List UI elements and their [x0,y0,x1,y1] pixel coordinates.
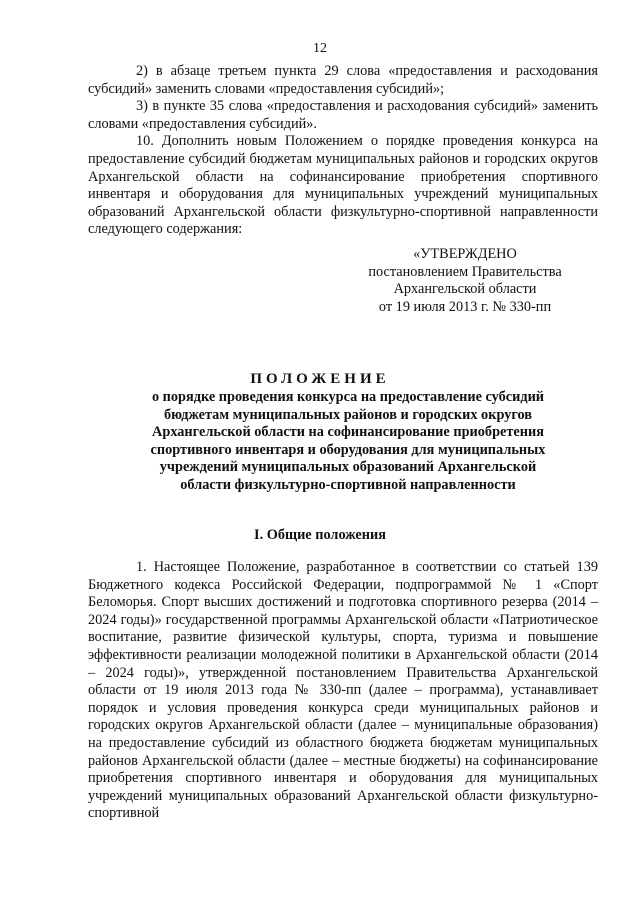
subtitle-line: области физкультурно-спортивной направленности [180,476,516,493]
subtitle-line: бюджетам муниципальных районов и городских округов [163,406,533,423]
page-number: 12 [313,41,327,56]
subtitle-line: Архангельской области на софинансирование приобретения [152,424,544,441]
paragraph-item-10: 10. Дополнить новым Положением о порядке проведения конкурса на предоставление субсидий бюджетам муниципальных районов и городских округов Архангельской области на софинансирование приобретения спортивного инвентаря и оборудования для муниципальных учреждений муниципальных образований Архангельской области физкультурно-спортивной направленности следующего содержания: [88,133,598,238]
section-heading: I. Общие положения [254,527,386,543]
document-subtitle [118,389,578,495]
approval-line: от 19 июля 2013 г. № 330-пп [378,298,552,315]
paragraph-item-1: 1. Настоящее Положение, разработанное в соответствии со статьей 139 Бюджетного кодекса Российской Федерации, подпрограммой № 1 «Спорт Беломорья. Спорт высших достижений и подготовка спортивного резерва (2014 – 2024 годы)» государственной программы Архангельской области «Патриотическое воспитание, развитие физической культуры, спорта, туризма и повышение эффективности реализации молодежной политики в Архангельской области (2014 – 2024 годы)», утвержденной постановлением Правительства Архангельской области от 19 июля 2013 года № 330-пп (далее – программа), устанавливает порядок и условия проведения конкурса среди муниципальных районов и городских округов Архангельской области (далее – муниципальные образования) на предоставление субсидий из областного бюджета бюджетам муниципальных районов Архангельской области (далее – местные бюджеты) на софинансирование приобретения спортивного инвентаря и оборудования для муниципальных учреждений муниципальных образований Архангельской области физкультурно-спортивной [88,559,598,822]
intro-text [88,63,598,239]
document-title: ПОЛОЖЕНИЕ [250,371,390,387]
subtitle-line: о порядке проведения конкурса на предоставление субсидий [151,389,545,405]
approval-line: постановлением Правительства [368,263,562,280]
section-body [88,559,598,823]
subtitle-line: учреждений муниципальных образований Архангельской [159,459,537,476]
approval-line: Архангельской области [393,281,537,298]
paragraph-item-2: 2) в абзаце третьем пункта 29 слова «предоставления и расходования субсидий» заменить словами «предоставления субсидий»; [88,63,598,97]
approval-line: «УТВЕРЖДЕНО [413,246,517,262]
subtitle-line: спортивного инвентаря и оборудования для муниципальных [150,441,546,458]
paragraph-item-3: 3) в пункте 35 слова «предоставления и расходования субсидий» заменить словами «предоставления субсидий». [88,98,598,132]
approval-block [345,246,585,316]
